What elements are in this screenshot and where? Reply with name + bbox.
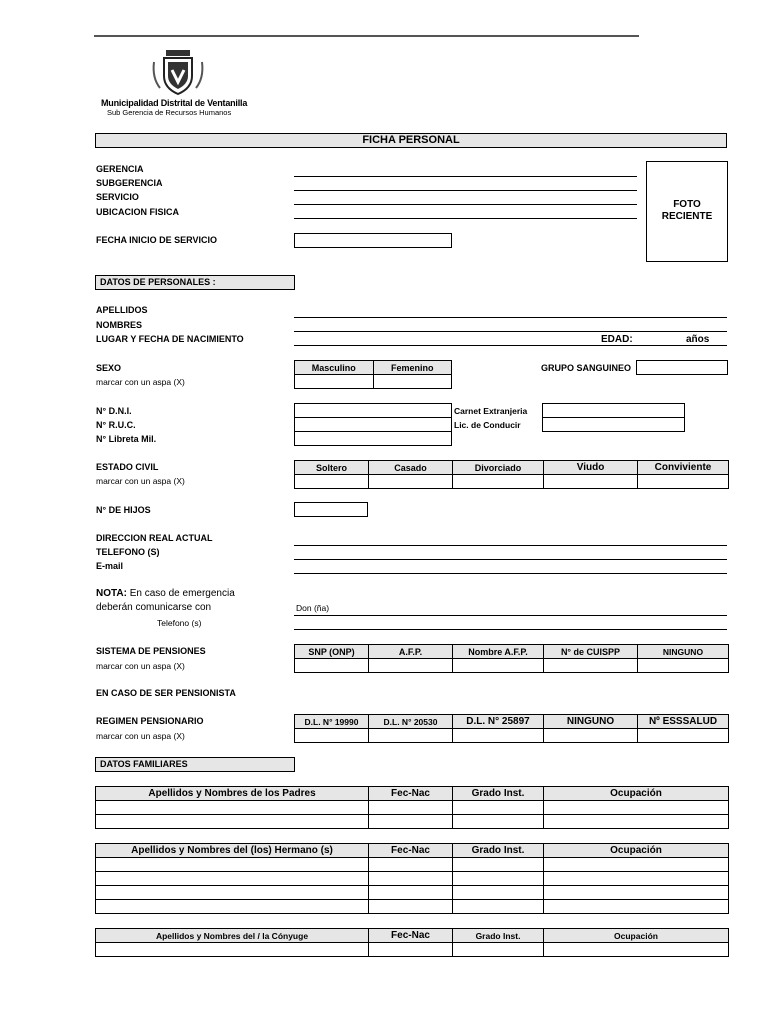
regimen-20530-cell[interactable] <box>369 729 453 743</box>
form-title <box>95 133 727 148</box>
gerencia-field[interactable] <box>294 176 637 177</box>
sexo-masculino-header: Masculino <box>295 361 374 375</box>
conyuge-col-ocupacion: Ocupación <box>544 929 729 943</box>
grupo-sanguineo-field[interactable] <box>636 360 728 375</box>
servicio-field[interactable] <box>294 204 637 205</box>
subgerencia-field[interactable] <box>294 190 637 191</box>
sistema-nombre-afp-header: Nombre A.F.P. <box>453 645 544 659</box>
emergency-telefono-label: Telefono (s) <box>157 618 202 628</box>
nota-text: En caso de emergencia <box>126 588 235 599</box>
telefono-field[interactable] <box>294 559 727 560</box>
label-hijos: N° DE HIJOS <box>96 505 151 515</box>
estado-viudo-header: Viudo <box>544 461 638 475</box>
table-cell[interactable] <box>369 815 453 829</box>
conyuge-col-nombres: Apellidos y Nombres del / la Cónyuge <box>96 929 369 943</box>
table-row <box>96 801 729 815</box>
label-subgerencia: SUBGERENCIA <box>96 178 163 188</box>
table-cell[interactable] <box>96 872 369 886</box>
table-cell[interactable] <box>544 872 729 886</box>
label-sistema-pensiones: SISTEMA DE PENSIONES <box>96 646 206 656</box>
ubicacion-field[interactable] <box>294 218 637 219</box>
label-gerencia: GERENCIA <box>96 164 144 174</box>
padres-col-nombres: Apellidos y Nombres de los Padres <box>96 787 369 801</box>
estado-soltero-cell[interactable] <box>295 475 369 489</box>
hint-estado-civil: marcar con un aspa (X) <box>96 476 185 486</box>
table-cell[interactable] <box>369 801 453 815</box>
lugar-fecha-field[interactable] <box>294 345 727 346</box>
sexo-femenino-header: Femenino <box>373 361 452 375</box>
apellidos-field[interactable] <box>294 317 727 318</box>
table-cell[interactable] <box>453 900 544 914</box>
fecha-inicio-field[interactable] <box>294 233 452 248</box>
padres-col-grado: Grado Inst. <box>453 787 544 801</box>
sistema-snp-cell[interactable] <box>295 659 369 673</box>
hermanos-col-nombres: Apellidos y Nombres del (los) Hermano (s) <box>96 844 369 858</box>
sistema-cuispp-header: N° de CUISPP <box>544 645 638 659</box>
table-cell[interactable] <box>544 801 729 815</box>
table-cell[interactable] <box>544 886 729 900</box>
label-carnet: Carnet Extranjeria <box>454 406 528 416</box>
table-cell[interactable] <box>544 900 729 914</box>
estado-viudo-cell[interactable] <box>544 475 638 489</box>
table-cell[interactable] <box>453 872 544 886</box>
table-cell[interactable] <box>369 900 453 914</box>
contacto-telefono-field[interactable] <box>294 629 727 630</box>
table-row <box>96 872 729 886</box>
table-cell[interactable] <box>453 801 544 815</box>
regimen-20530-header: D.L. N° 20530 <box>369 715 453 729</box>
label-estado-civil: ESTADO CIVIL <box>96 462 159 472</box>
form-title-text: FICHA PERSONAL <box>362 134 460 146</box>
label-email: E-mail <box>96 561 124 571</box>
sistema-pensiones-table <box>294 644 729 673</box>
regimen-19990-cell[interactable] <box>295 729 369 743</box>
sistema-snp-header: SNP (ONP) <box>295 645 369 659</box>
table-row <box>96 858 729 872</box>
estado-casado-cell[interactable] <box>369 475 453 489</box>
hermanos-col-grado: Grado Inst. <box>453 844 544 858</box>
label-don: Don (ña) <box>296 603 330 613</box>
hint-sexo: marcar con un aspa (X) <box>96 377 185 387</box>
contacto-nombre-field[interactable] <box>294 615 727 616</box>
org-subtitle: Sub Gerencia de Recursos Humanos <box>107 108 232 117</box>
estado-divorciado-cell[interactable] <box>453 475 544 489</box>
table-row <box>96 886 729 900</box>
label-ubicacion-fisica: UBICACION FISICA <box>96 207 179 217</box>
conyuge-col-grado: Grado Inst. <box>453 929 544 943</box>
table-row <box>96 815 729 829</box>
label-servicio: SERVICIO <box>96 192 139 202</box>
table-cell[interactable] <box>369 886 453 900</box>
estado-conviviente-header: Conviviente <box>638 461 729 475</box>
label-anos: años <box>686 334 710 345</box>
table-cell[interactable] <box>453 815 544 829</box>
regimen-25897-cell[interactable] <box>453 729 544 743</box>
label-licencia: Lic. de Conducir <box>454 420 521 430</box>
table-cell[interactable] <box>453 943 544 957</box>
org-name: Municipalidad Distrital de Ventanilla <box>101 98 248 108</box>
hermanos-table <box>95 843 729 914</box>
estado-conviviente-cell[interactable] <box>638 475 729 489</box>
label-nombres: NOMBRES <box>96 320 143 330</box>
municipal-crest-logo <box>150 48 206 96</box>
table-cell[interactable] <box>453 858 544 872</box>
emergency-note <box>96 588 235 599</box>
table-row <box>96 943 729 957</box>
sexo-femenino-cell[interactable] <box>373 375 452 389</box>
hint-sistema: marcar con un aspa (X) <box>96 661 185 671</box>
table-cell[interactable] <box>369 872 453 886</box>
regimen-essalud-header: Nº ESSSALUD <box>638 715 729 729</box>
padres-col-ocupacion: Ocupación <box>544 787 729 801</box>
table-cell[interactable] <box>369 943 453 957</box>
top-rule <box>94 35 639 37</box>
hermanos-col-fecnac: Fec-Nac <box>369 844 453 858</box>
table-cell[interactable] <box>96 943 369 957</box>
label-dni: N° D.N.I. <box>96 406 132 416</box>
sexo-masculino-cell[interactable] <box>295 375 374 389</box>
carnet-field[interactable] <box>542 403 685 418</box>
label-pensionista: EN CASO DE SER PENSIONISTA <box>96 688 236 698</box>
table-cell[interactable] <box>96 858 369 872</box>
table-cell[interactable] <box>544 943 729 957</box>
hint-regimen: marcar con un aspa (X) <box>96 731 185 741</box>
regimen-table <box>294 714 729 743</box>
direccion-field[interactable] <box>294 545 727 546</box>
sistema-ninguno-header: NINGUNO <box>638 645 729 659</box>
table-cell[interactable] <box>544 858 729 872</box>
table-cell[interactable] <box>96 801 369 815</box>
sistema-nombre-afp-cell[interactable] <box>453 659 544 673</box>
table-cell[interactable] <box>369 858 453 872</box>
regimen-25897-header: D.L. N° 25897 <box>453 715 544 729</box>
label-ruc: N° R.U.C. <box>96 420 136 430</box>
table-row <box>96 900 729 914</box>
nota-label: NOTA: <box>96 588 127 599</box>
hermanos-col-ocupacion: Ocupación <box>544 844 729 858</box>
label-lugar-fecha: LUGAR Y FECHA DE NACIMIENTO <box>96 334 244 344</box>
regimen-ninguno-cell[interactable] <box>544 729 638 743</box>
table-cell[interactable] <box>96 900 369 914</box>
section-datos-familiares: DATOS FAMILIARES <box>95 757 295 772</box>
label-edad: EDAD: <box>601 334 633 345</box>
conyuge-col-fecnac: Fec-Nac <box>369 929 453 943</box>
photo-label-2: RECIENTE <box>661 211 713 222</box>
estado-civil-table <box>294 460 729 489</box>
label-telefono: TELEFONO (S) <box>96 547 160 557</box>
label-libreta: N° Libreta Mil. <box>96 434 157 444</box>
sistema-afp-cell[interactable] <box>369 659 453 673</box>
hijos-field[interactable] <box>294 502 368 517</box>
padres-col-fecnac: Fec-Nac <box>369 787 453 801</box>
sistema-ninguno-cell[interactable] <box>638 659 729 673</box>
table-cell[interactable] <box>96 815 369 829</box>
label-apellidos: APELLIDOS <box>96 305 148 315</box>
label-fecha-inicio: FECHA INICIO DE SERVICIO <box>96 235 218 245</box>
table-cell[interactable] <box>96 886 369 900</box>
regimen-ninguno-header: NINGUNO <box>544 715 638 729</box>
estado-casado-header: Casado <box>369 461 453 475</box>
conyuge-table <box>95 928 729 957</box>
sexo-table <box>294 360 452 389</box>
label-sexo: SEXO <box>96 363 122 373</box>
ruc-field[interactable] <box>294 417 452 432</box>
regimen-19990-header: D.L. N° 19990 <box>295 715 369 729</box>
photo-box <box>646 161 728 262</box>
photo-label-1: FOTO <box>673 199 701 210</box>
email-field[interactable] <box>294 573 727 574</box>
licencia-field[interactable] <box>542 417 685 432</box>
libreta-field[interactable] <box>294 431 452 446</box>
label-regimen: REGIMEN PENSIONARIO <box>96 716 204 726</box>
sistema-cuispp-cell[interactable] <box>544 659 638 673</box>
nombres-field[interactable] <box>294 331 727 332</box>
estado-soltero-header: Soltero <box>295 461 369 475</box>
emergency-line2: deberán comunicarse con <box>96 602 212 613</box>
section-datos-personales: DATOS DE PERSONALES : <box>95 275 295 290</box>
regimen-essalud-cell[interactable] <box>638 729 729 743</box>
label-direccion: DIRECCION REAL ACTUAL <box>96 533 213 543</box>
sistema-afp-header: A.F.P. <box>369 645 453 659</box>
table-cell[interactable] <box>544 815 729 829</box>
table-cell[interactable] <box>453 886 544 900</box>
label-grupo-sanguineo: GRUPO SANGUINEO <box>541 363 632 373</box>
padres-table <box>95 786 729 829</box>
dni-field[interactable] <box>294 403 452 418</box>
estado-divorciado-header: Divorciado <box>453 461 544 475</box>
